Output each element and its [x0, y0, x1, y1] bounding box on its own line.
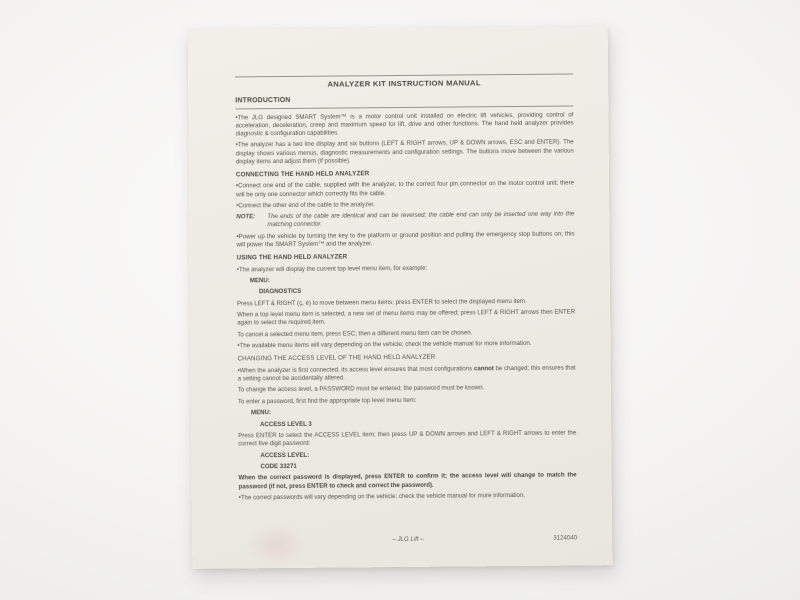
menu-label: MENU:	[250, 409, 272, 417]
paragraph-text-after: be changed; this ensures that a setting cannot be accidentally altered.	[237, 364, 576, 383]
paragraph-correct-password-confirm: When the correct password is displayed, press ENTER to confirm it; the access level will change to match the password (if not, press ENTER to check and correct the password).	[238, 471, 577, 490]
paragraph-connect-one-end: •Connect one end of the cable, supplied with the analyzer, to the correct four pin connector on the motor control unit; there will be only one connector which correctly fits the cable.	[235, 179, 575, 198]
emphasized-word: cannot	[473, 364, 494, 373]
page-content	[235, 73, 577, 502]
section-heading-changing-access-level: CHANGING THE ACCESS LEVEL OF THE HAND HELD ANALYZER	[237, 354, 436, 363]
paragraph-smart-system: •The JLG designed SMART System™ is a motor control unit installed on electric lift vehicles, providing control of acceleration, deceleration, creep and maximum speed for lift, drive and other functions. The hand held analyzer provides diagnostic & configuration capabilities.	[235, 110, 574, 138]
footer-part-number: 3124040	[553, 534, 578, 542]
paragraph-passwords-vary: •The correct passwords will vary depending on the vehicle; check the vehicle manual for more information.	[238, 491, 526, 502]
menu-label: MENU:	[249, 277, 270, 285]
menu-item-access-level-3: ACCESS LEVEL 3	[260, 420, 312, 428]
paragraph-text-before: •When the analyzer is first connected, its access level ensures that most configurations	[237, 365, 474, 375]
paragraph-top-level-selected: When a top level menu item is selected, a new set of menu items may be offered; press LEFT & RIGHT arrows then ENTER again to select the required item.	[237, 308, 576, 327]
paragraph-connect-other-end: •Connect the other end of the cable to the analyzer.	[236, 201, 375, 210]
paragraph-enter-password: To enter a password, first find the appropriate top level menu item:	[237, 396, 417, 406]
paragraph-press-enter-select: Press ENTER to select the ACCESS LEVEL item; then press UP & DOWN arrows and LEFT & RIGHT arrows to enter the correct five digit password:	[238, 429, 577, 448]
paragraph-change-access-level: To change the access level, a PASSWORD must be entered; the password must be known.	[237, 384, 485, 394]
section-heading-introduction: INTRODUCTION	[235, 96, 291, 105]
introduction-underline-rule	[235, 105, 573, 109]
note-block	[236, 211, 574, 230]
paragraph-available-menu-items: •The available menu items will vary depending on the vehicle; check the vehicle manual for more information.	[237, 340, 532, 350]
footer-doc-name: – JLG Lift –	[392, 535, 424, 544]
paragraph-power-up: •Power up the vehicle by turning the key to the platform or ground position and pulling the emergency stop buttons on; this will power the SMART System™ and the analyzer.	[236, 230, 575, 249]
menu-item-access-level: ACCESS LEVEL:	[260, 451, 310, 459]
paragraph-analyzer-display: •The analyzer has a two line display and six buttons (LEFT & RIGHT arrows, UP & DOWN arrows, ESC and ENTER). The display shows various menus, diagnostic measurements and configuration settings. The buttons move between the various display items and adjust them (if possible).	[235, 138, 574, 166]
header-rule	[235, 73, 573, 77]
menu-item-diagnostics: DIAGNOSTICS	[258, 288, 302, 296]
paragraph-access-level-ensures	[238, 364, 576, 383]
menu-item-code: CODE 33271	[260, 462, 297, 471]
note-text: The ends of the cable are identical and can be reversed; the cable end can only be inserted one way into the matching connector.	[267, 210, 575, 229]
paragraph-cancel-menu-item: To cancel a selected menu item, press ESC; then a different menu item can be chosen.	[237, 329, 473, 339]
paragraph-display-top-level: •The analyzer will display the current top level menu item, for example:	[236, 264, 428, 274]
document-title: ANALYZER KIT INSTRUCTION MANUAL	[327, 78, 481, 89]
section-heading-using: USING THE HAND HELD ANALYZER	[236, 253, 348, 262]
section-heading-connecting: CONNECTING THE HAND HELD ANALYZER	[235, 170, 370, 179]
paragraph-press-left-right: Press LEFT & RIGHT (ç, è) to move between menu items; press ENTER to select the displayed menu item.	[237, 297, 527, 308]
paper-smudge	[247, 524, 307, 567]
document-page	[188, 26, 613, 569]
note-label: NOTE:	[236, 213, 256, 221]
